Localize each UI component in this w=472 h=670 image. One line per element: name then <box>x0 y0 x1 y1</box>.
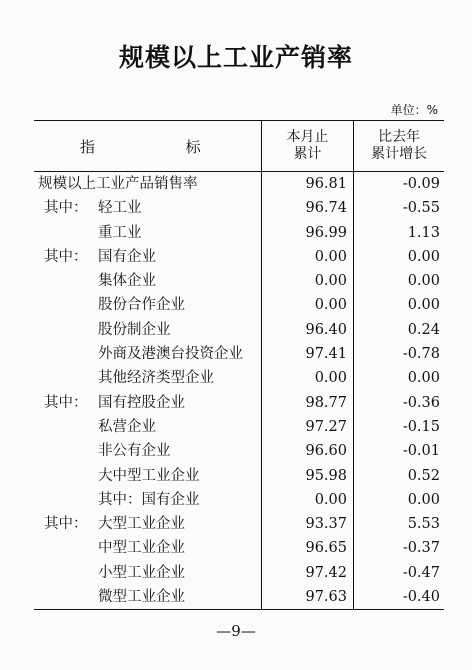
row-change: -0.55 <box>402 200 440 217</box>
row-label-cell <box>34 172 262 196</box>
row-value: 0.00 <box>262 366 354 390</box>
table-row <box>34 512 444 536</box>
row-value: 97.63 <box>262 585 354 609</box>
row-label: 私营企业 <box>98 418 156 435</box>
row-label: 大型工业企业 <box>98 516 185 533</box>
table-row <box>34 536 444 560</box>
header-change-line1: 比去年 <box>378 129 421 145</box>
row-change: -0.15 <box>402 418 440 435</box>
row-label-cell <box>34 536 262 560</box>
table-row <box>34 172 444 196</box>
row-label: 外商及港澳台投资企业 <box>98 346 243 363</box>
row-change: 0.00 <box>407 248 440 265</box>
unit-label: 单位：% <box>390 103 438 117</box>
row-change: -0.47 <box>402 564 440 581</box>
row-label-cell <box>34 245 262 269</box>
row-label-cell <box>34 221 262 245</box>
row-change: 0.52 <box>407 467 440 484</box>
row-label: 非公有企业 <box>98 443 171 460</box>
header-current-line2: 累计 <box>293 146 322 162</box>
row-label-cell <box>34 342 262 366</box>
row-label-cell <box>34 585 262 609</box>
table-row <box>34 342 444 366</box>
row-value: 97.27 <box>262 415 354 439</box>
row-value: 0.00 <box>262 293 354 317</box>
row-change: -0.37 <box>402 540 440 557</box>
row-prefix: 其中： <box>44 394 88 411</box>
row-value: 93.37 <box>262 512 354 536</box>
row-label-cell <box>34 464 262 488</box>
row-change: 0.00 <box>407 297 440 314</box>
row-label: 规模以上工业产品销售率 <box>38 176 198 192</box>
row-value: 96.60 <box>262 439 354 463</box>
table-body <box>34 172 444 609</box>
table-row <box>34 293 444 317</box>
table-row <box>34 415 444 439</box>
row-label: 国有控股企业 <box>98 394 185 411</box>
row-change: -0.36 <box>402 394 440 411</box>
header-current <box>262 121 355 171</box>
header-indicator-right: 标 <box>185 137 201 156</box>
row-label: 轻工业 <box>98 200 142 217</box>
row-value: 0.00 <box>262 245 354 269</box>
row-value: 96.74 <box>262 196 354 220</box>
row-label-cell <box>34 439 262 463</box>
row-label: 集体企业 <box>98 273 156 290</box>
row-label: 股份制企业 <box>98 321 171 338</box>
table-row <box>34 488 444 512</box>
row-label-cell <box>34 269 262 293</box>
row-label-cell <box>34 366 262 390</box>
table-row <box>34 269 444 293</box>
table-row <box>34 391 444 415</box>
row-label: 小型工业企业 <box>98 564 185 581</box>
row-value: 96.40 <box>262 318 354 342</box>
row-label: 重工业 <box>98 224 142 241</box>
page-number: —9— <box>216 622 256 640</box>
row-label: 其他经济类型企业 <box>98 370 214 387</box>
row-value: 97.42 <box>262 561 354 585</box>
header-change <box>354 121 444 171</box>
row-label-cell <box>34 293 262 317</box>
row-value: 95.98 <box>262 464 354 488</box>
row-value: 96.81 <box>262 172 354 196</box>
row-value: 96.99 <box>262 221 354 245</box>
table-row <box>34 245 444 269</box>
table-row <box>34 366 444 390</box>
header-indicator <box>34 121 262 171</box>
row-change: -0.40 <box>402 589 440 606</box>
row-label-cell <box>34 561 262 585</box>
table-row <box>34 464 444 488</box>
table-row <box>34 561 444 585</box>
row-change: 0.24 <box>407 321 440 338</box>
row-change: 0.00 <box>407 491 440 508</box>
row-label-cell <box>34 391 262 415</box>
row-label: 股份合作企业 <box>98 297 185 314</box>
row-label: 大中型工业企业 <box>98 467 200 484</box>
page-title: 规模以上工业产销率 <box>118 43 353 72</box>
header-change-line2: 累计增长 <box>371 146 428 162</box>
row-change: 0.00 <box>407 370 440 387</box>
row-prefix: 其中： <box>44 248 88 265</box>
row-value: 97.41 <box>262 342 354 366</box>
row-prefix: 其中： <box>44 200 88 217</box>
table-row <box>34 585 444 609</box>
row-label: 国有企业 <box>98 248 156 265</box>
row-value: 0.00 <box>262 488 354 512</box>
row-label: 其中：国有企业 <box>98 491 200 508</box>
row-label-cell <box>34 415 262 439</box>
row-change: 5.53 <box>407 516 440 533</box>
row-change: 1.13 <box>407 224 440 241</box>
table-header <box>34 121 444 172</box>
row-change: -0.78 <box>402 346 440 363</box>
row-change: -0.01 <box>402 443 440 460</box>
row-label-cell <box>34 512 262 536</box>
row-label: 微型工业企业 <box>98 589 185 606</box>
table-row <box>34 196 444 220</box>
data-table <box>34 120 444 610</box>
table-row <box>34 439 444 463</box>
row-label-cell <box>34 488 262 512</box>
row-value: 96.65 <box>262 536 354 560</box>
row-change: -0.09 <box>402 176 440 192</box>
row-label-cell <box>34 196 262 220</box>
row-label-cell <box>34 318 262 342</box>
header-current-line1: 本月止 <box>286 129 329 145</box>
row-change: 0.00 <box>407 273 440 290</box>
header-indicator-left: 指 <box>80 137 96 156</box>
row-value: 0.00 <box>262 269 354 293</box>
table-row <box>34 221 444 245</box>
row-prefix: 其中： <box>44 516 88 533</box>
row-label: 中型工业企业 <box>98 540 185 557</box>
row-value: 98.77 <box>262 391 354 415</box>
table-row <box>34 318 444 342</box>
